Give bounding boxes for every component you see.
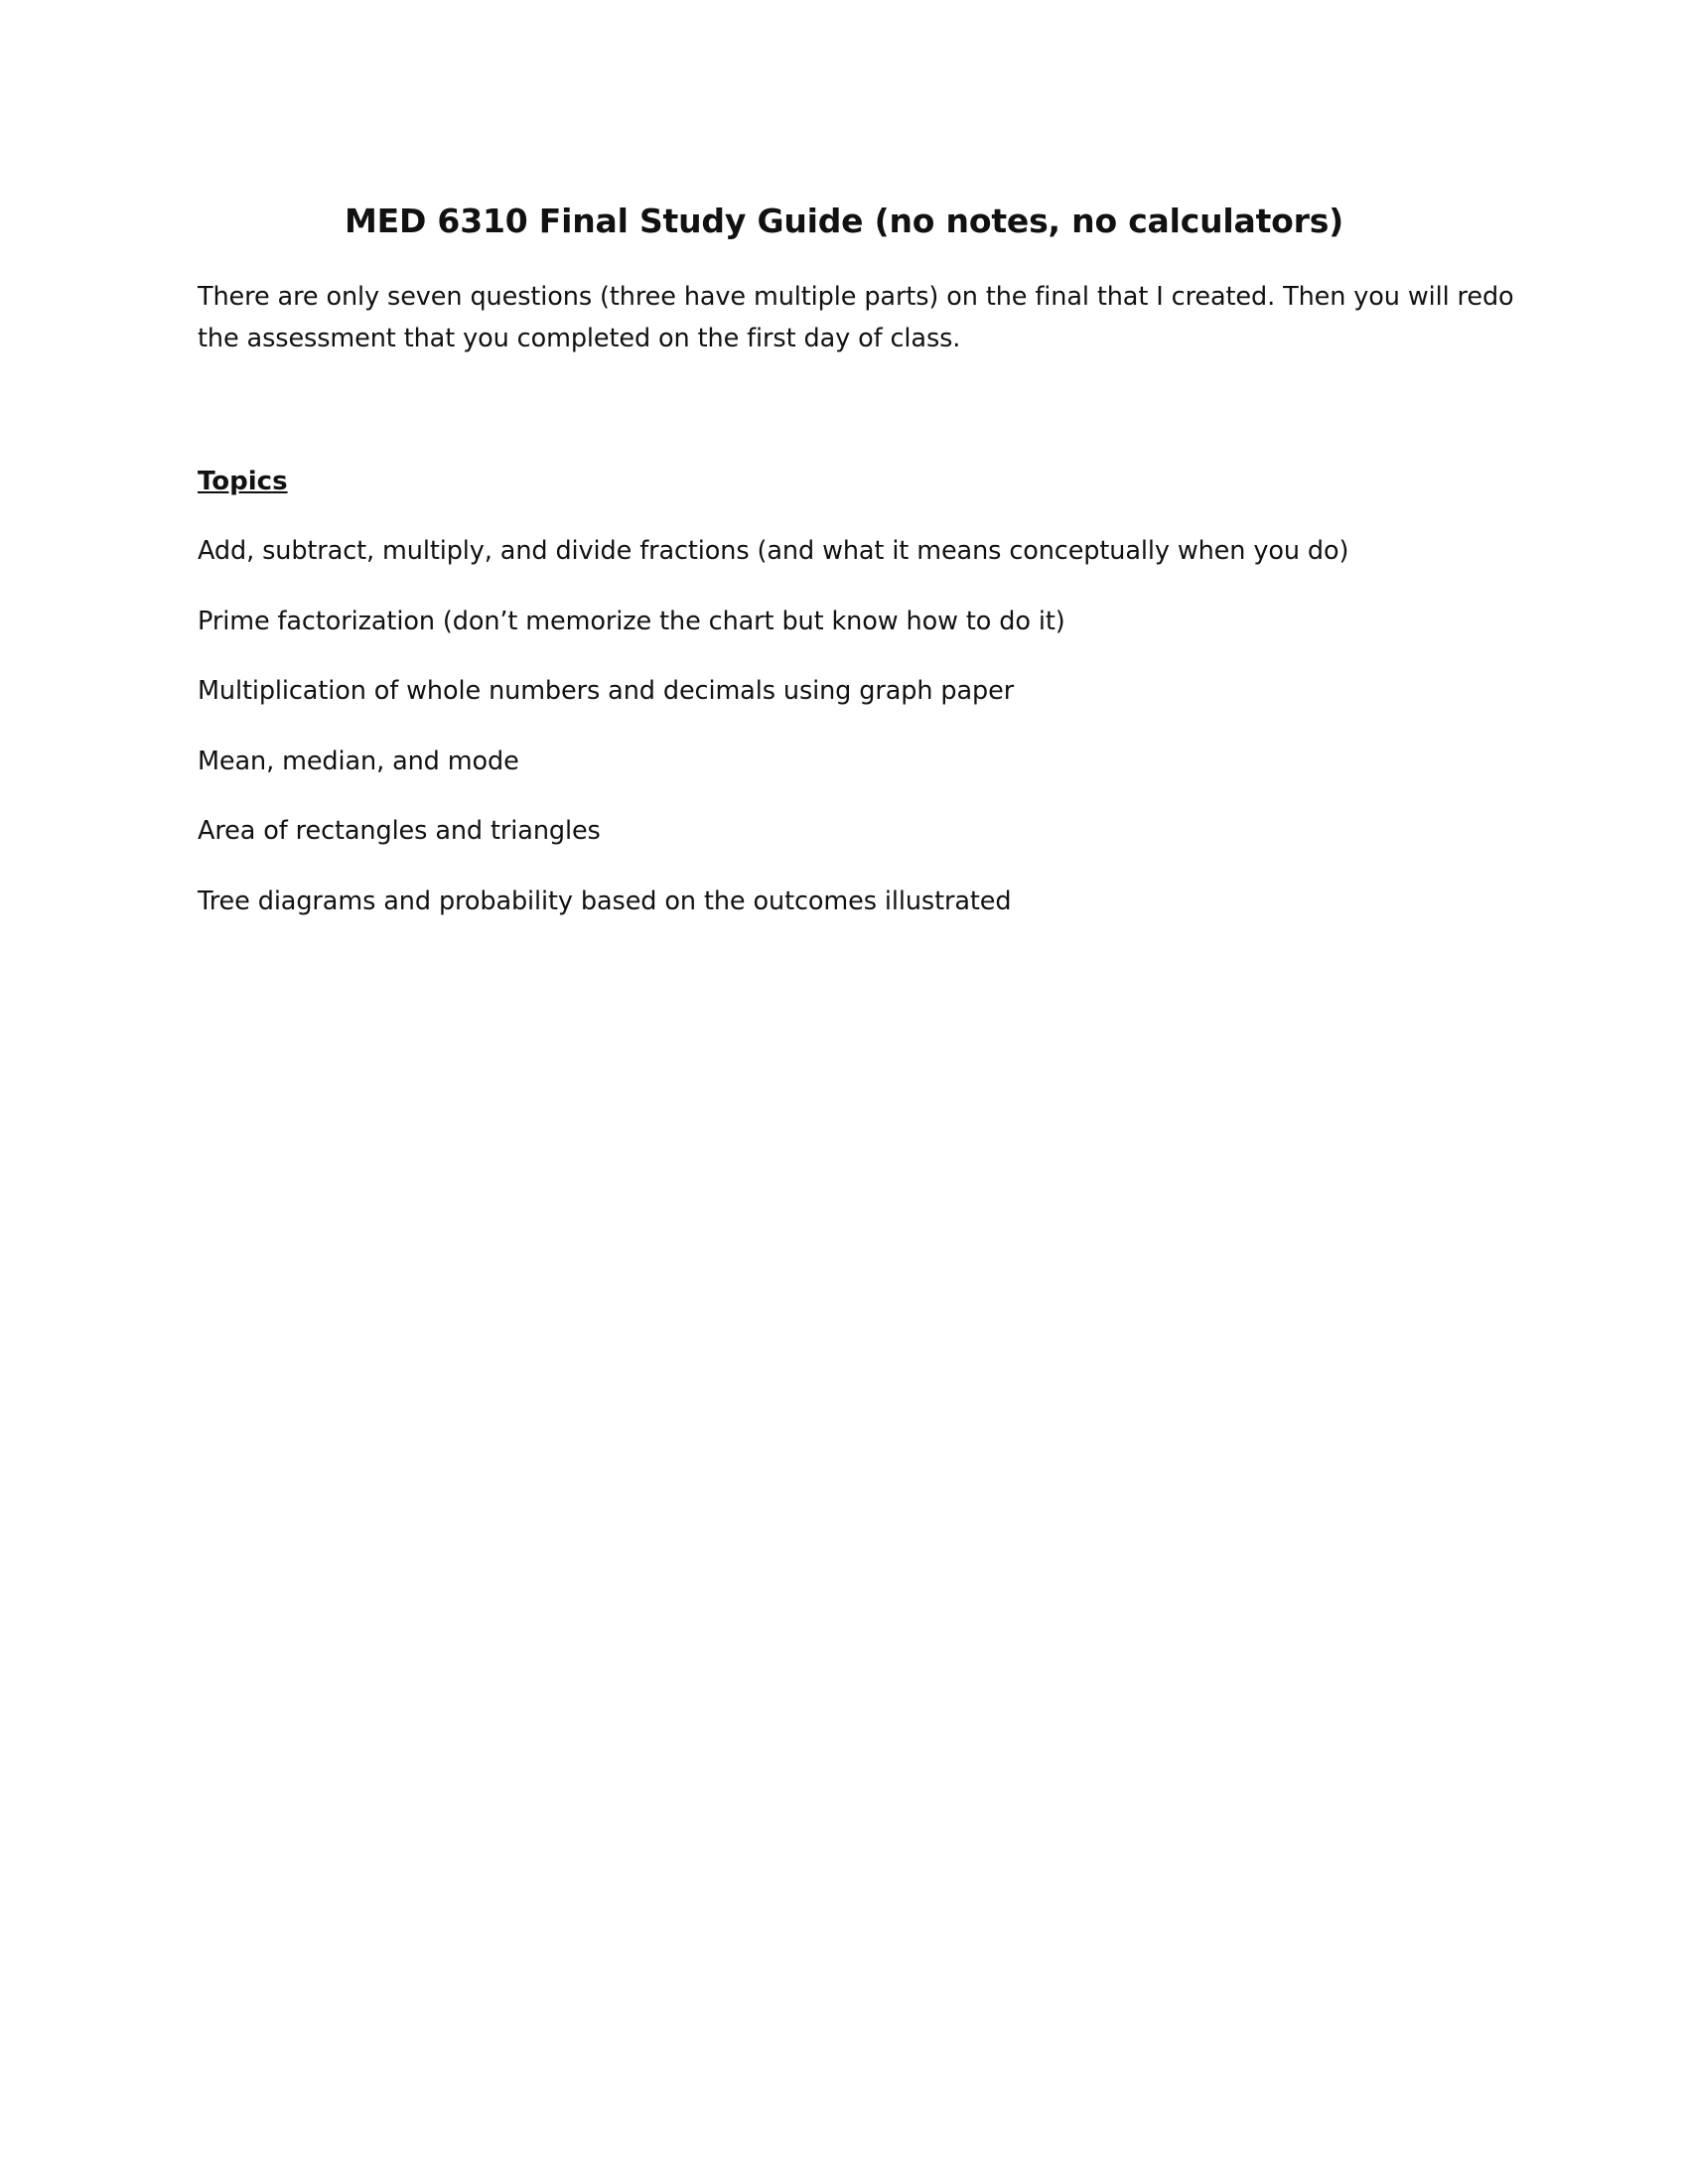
topic-item: Area of rectangles and triangles (198, 816, 601, 846)
document-title: MED 6310 Final Study Guide (no notes, no calculators) (344, 202, 1344, 240)
topic-item: Prime factorization (don’t memorize the chart but know how to do it) (198, 606, 1065, 636)
topics-heading: Topics (198, 467, 288, 496)
intro-paragraph (198, 276, 1518, 359)
topic-item: Multiplication of whole numbers and decimals using graph paper (198, 676, 1015, 706)
topic-item: Mean, median, and mode (198, 746, 519, 776)
intro-line: the assessment that you completed on the first day of class. (198, 324, 961, 353)
topic-item: Add, subtract, multiply, and divide fractions (and what it means conceptually when you do) (198, 536, 1349, 566)
topic-list (198, 530, 1518, 950)
intro-line: There are only seven questions (three have multiple parts) on the final that I created. Then you will redo (198, 282, 1514, 312)
topic-item: Tree diagrams and probability based on the outcomes illustrated (198, 886, 1012, 916)
